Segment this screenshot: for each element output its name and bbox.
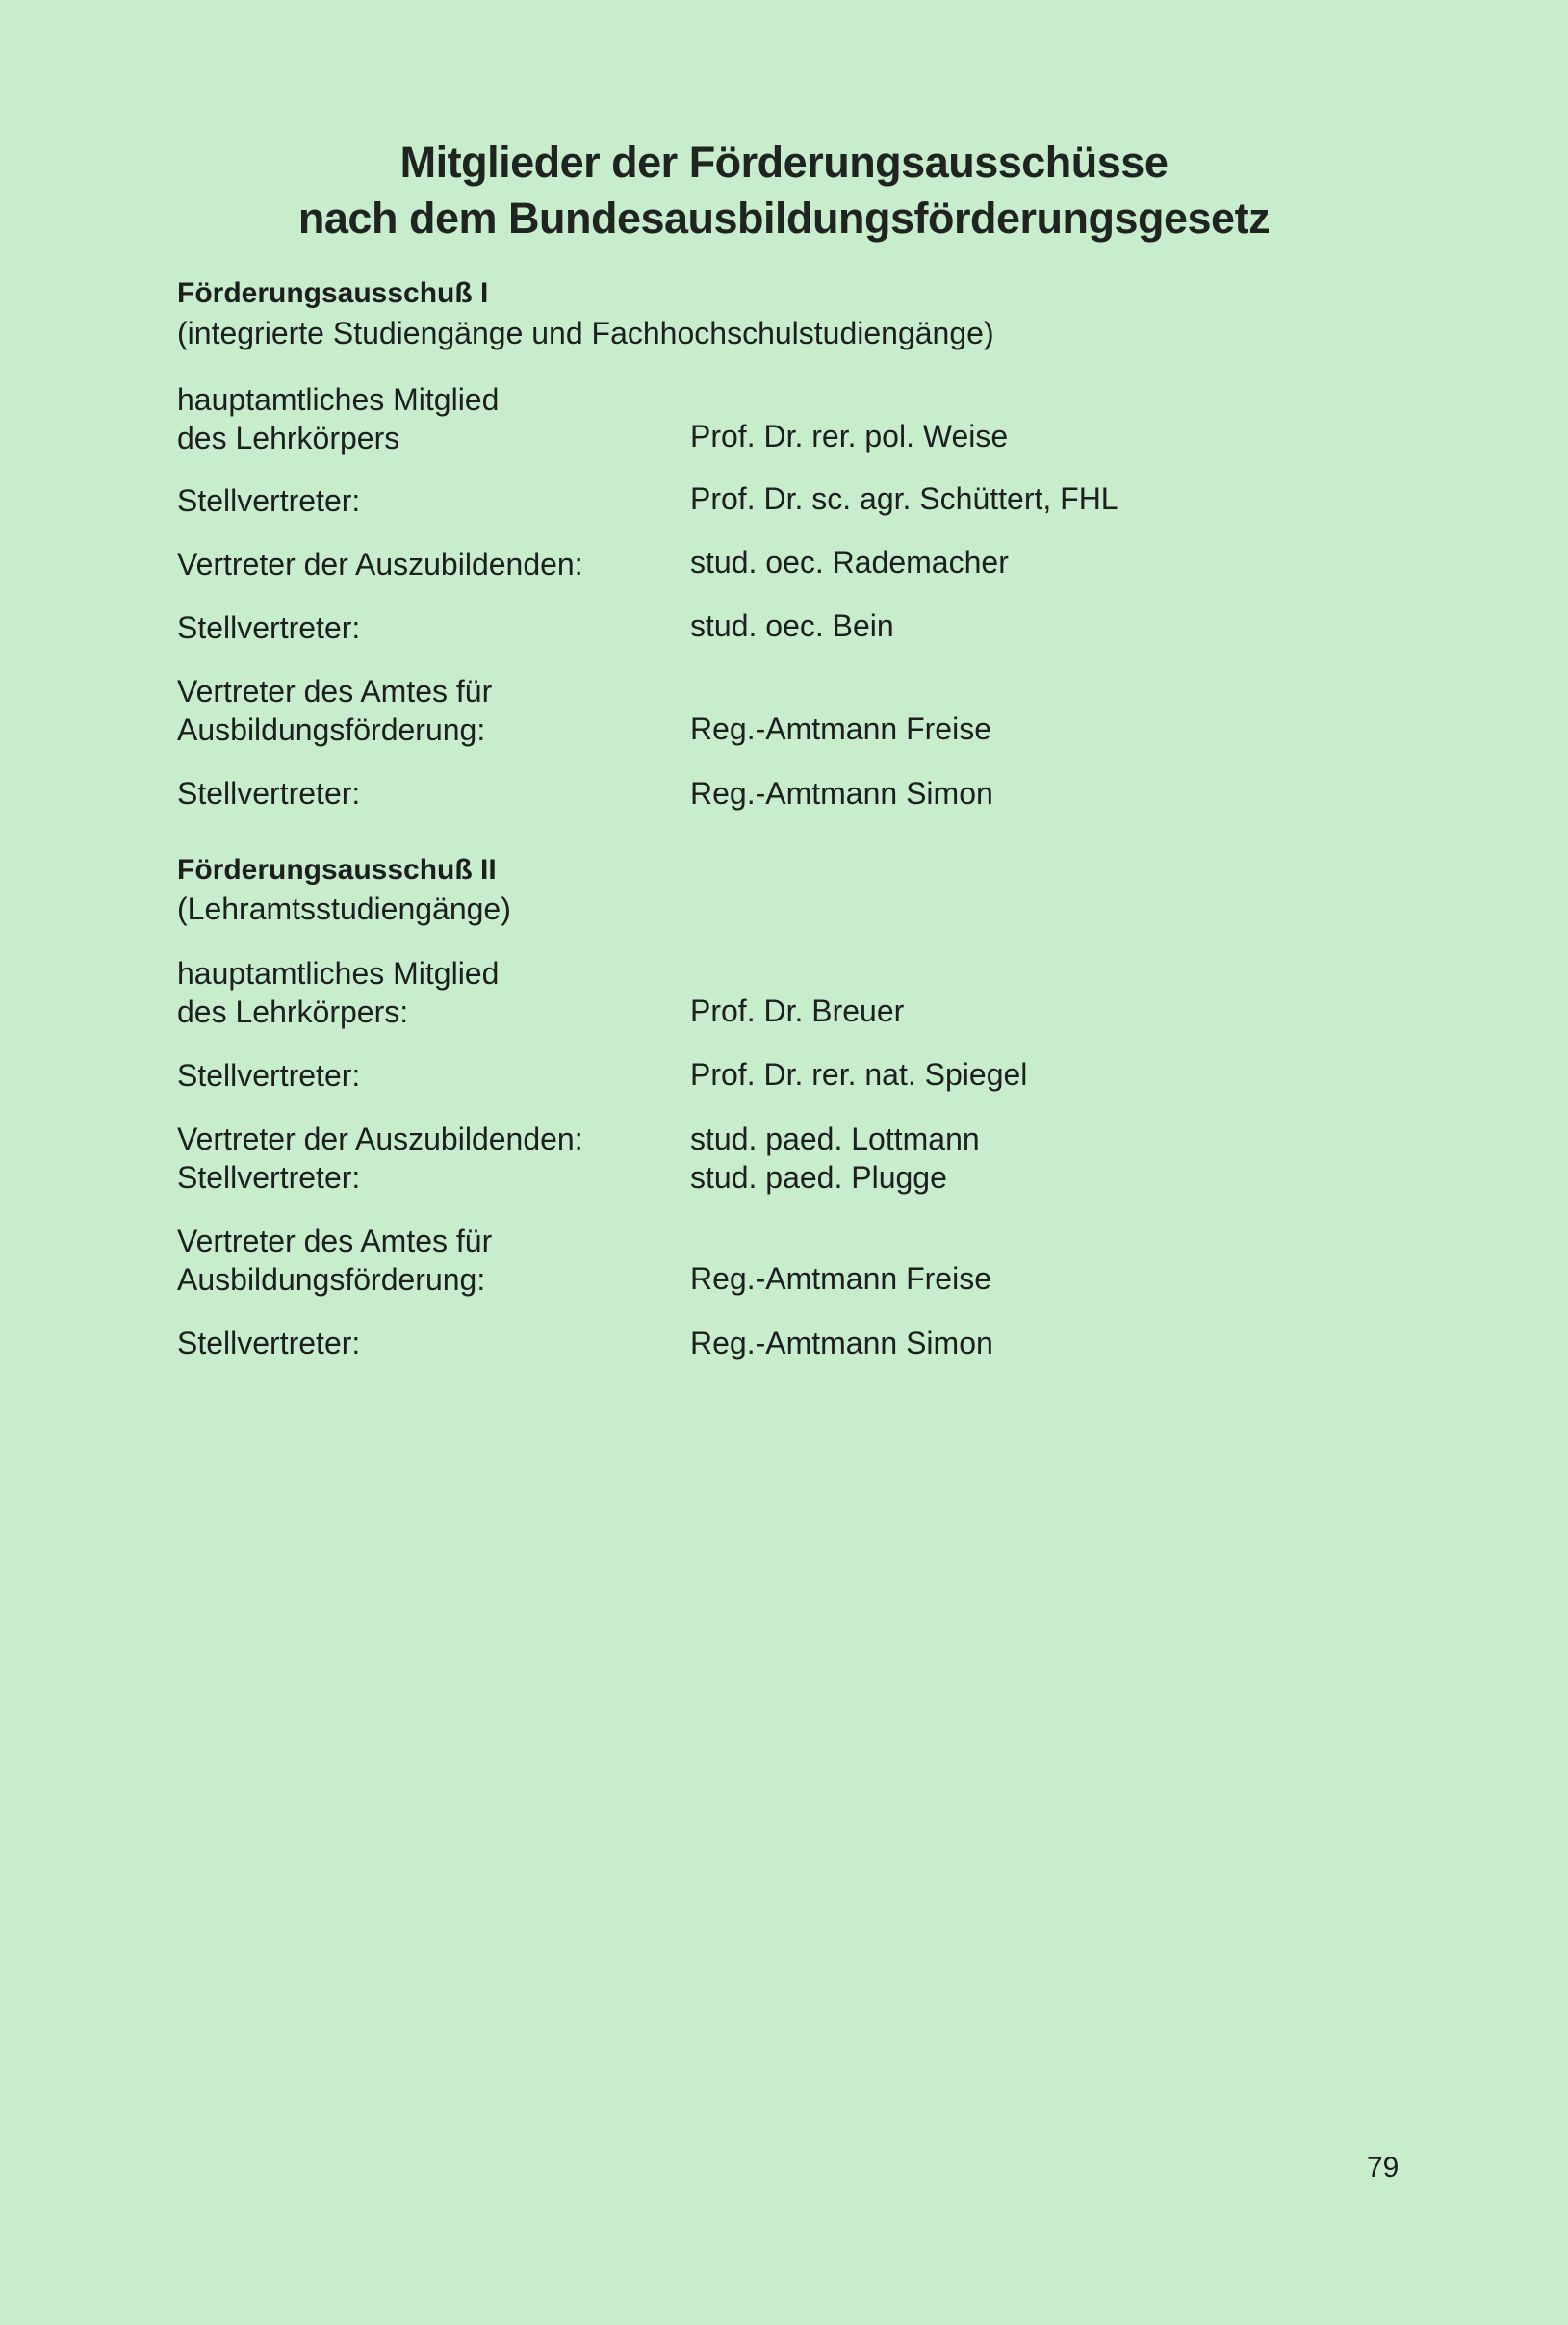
committee-2-row-1-value: Prof. Dr. Breuer xyxy=(690,994,905,1028)
committee-1-row-5-label-line-2: Ausbildungsförderung: xyxy=(177,712,486,747)
page-number: 79 xyxy=(1367,2152,1400,2183)
committee-2-row-3-value-line-1: stud. paed. Lottmann xyxy=(690,1122,980,1156)
committee-2-heading: Förderungsausschuß II xyxy=(177,854,497,886)
committee-2-row-5-value: Reg.-Amtmann Simon xyxy=(690,1326,993,1360)
committee-1-row-5-value: Reg.-Amtmann Freise xyxy=(690,711,991,746)
committee-1-row-1-value: Prof. Dr. rer. pol. Weise xyxy=(690,419,1009,453)
committee-1-heading: Förderungsausschuß I xyxy=(177,277,489,309)
committee-1-row-4-label: Stellvertreter: xyxy=(177,610,361,645)
committee-1-row-2-label: Stellvertreter: xyxy=(177,483,361,518)
committee-2-row-3-label-line-2: Stellvertreter: xyxy=(177,1160,361,1195)
committee-2-row-3-value-line-2: stud. paed. Plugge xyxy=(690,1160,947,1195)
title-line-2: nach dem Bundesausbildungsförderungsgesetz xyxy=(297,194,1271,243)
committee-2-row-1-label-line-1: hauptamtliches Mitglied xyxy=(177,956,500,991)
committee-1-row-6-value: Reg.-Amtmann Simon xyxy=(690,776,993,811)
title-line-1: Mitglieder der Förderungsausschüsse xyxy=(399,138,1169,187)
committee-1-row-5-label-line-1: Vertreter des Amtes für xyxy=(177,674,493,709)
committee-2-row-4-label-line-2: Ausbildungsförderung: xyxy=(177,1262,486,1297)
committee-2-row-3-label-line-1: Vertreter der Auszubildenden: xyxy=(177,1122,583,1156)
committee-1-row-3-label: Vertreter der Auszubildenden: xyxy=(177,547,583,581)
committee-2-row-4-label-line-1: Vertreter des Amtes für xyxy=(177,1224,493,1258)
committee-2-row-4-value: Reg.-Amtmann Freise xyxy=(690,1261,991,1296)
committee-1-subtitle: (integrierte Studiengänge und Fachhochschulstudiengänge) xyxy=(177,316,994,350)
committee-1-row-1-label-line-1: hauptamtliches Mitglied xyxy=(177,382,500,417)
committee-1-row-3-value: stud. oec. Rademacher xyxy=(690,545,1009,580)
committee-1-row-2-value: Prof. Dr. sc. agr. Schüttert, FHL xyxy=(690,481,1118,516)
committee-1-row-6-label: Stellvertreter: xyxy=(177,776,361,811)
committee-2-row-5-label: Stellvertreter: xyxy=(177,1326,361,1360)
committee-1-row-1-label-line-2: des Lehrkörpers xyxy=(177,421,400,455)
committee-1-row-4-value: stud. oec. Bein xyxy=(690,608,894,643)
committee-2-row-1-label-line-2: des Lehrkörpers: xyxy=(177,995,409,1029)
committee-2-row-2-label: Stellvertreter: xyxy=(177,1058,361,1093)
committee-2-row-2-value: Prof. Dr. rer. nat. Spiegel xyxy=(690,1057,1028,1092)
page-title xyxy=(0,135,1568,246)
committee-2-subtitle: (Lehramtsstudiengänge) xyxy=(177,891,511,926)
